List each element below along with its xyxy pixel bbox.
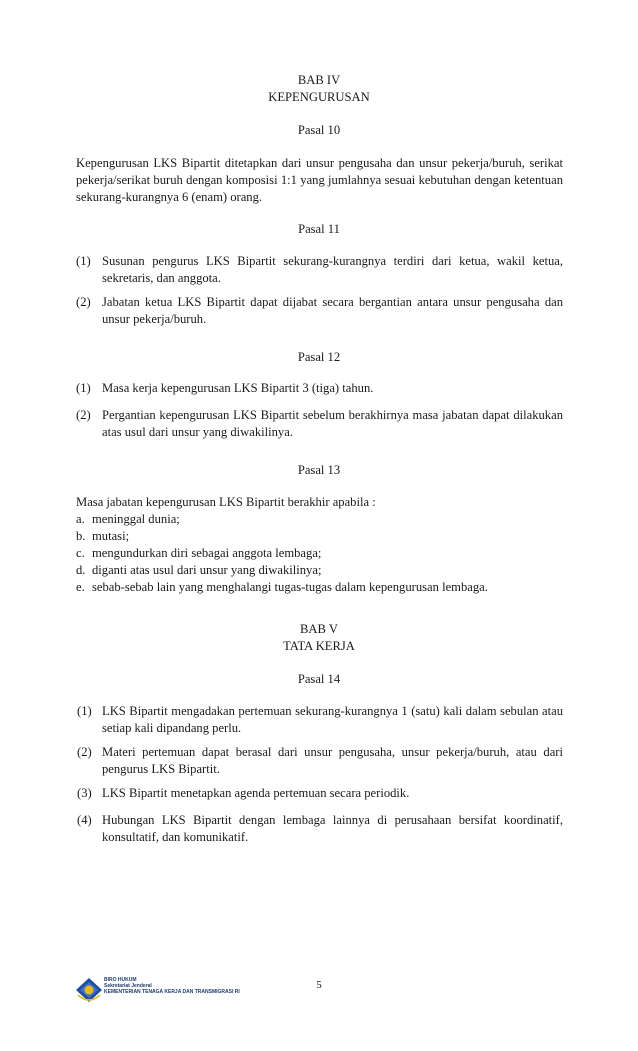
numbered-item bbox=[76, 703, 563, 737]
item-text: LKS Bipartit mengadakan pertemuan sekurang-kurangnya 1 (satu) kali dalam sebulan atau setiap kali dipandang perlu. bbox=[102, 704, 563, 735]
numbered-item bbox=[76, 380, 563, 397]
article-heading: Pasal 12 bbox=[297, 350, 341, 364]
item-letter: b. bbox=[76, 529, 86, 543]
item-letter: a. bbox=[76, 512, 85, 526]
article-intro: Masa jabatan kepengurusan LKS Bipartit berakhir apabila : bbox=[76, 495, 376, 509]
item-number: (1) bbox=[76, 381, 91, 395]
article-heading: Pasal 13 bbox=[297, 463, 341, 477]
item-letter: e. bbox=[76, 580, 85, 594]
item-text: mengundurkan diri sebagai anggota lembaga; bbox=[92, 546, 322, 560]
item-letter: d. bbox=[76, 563, 86, 577]
lettered-item bbox=[76, 511, 563, 528]
numbered-item bbox=[76, 785, 563, 802]
article-heading: Pasal 10 bbox=[297, 123, 341, 137]
item-number: (1) bbox=[77, 704, 92, 718]
item-text: Susunan pengurus LKS Bipartit sekurang-kurangnya terdiri dari ketua, wakil ketua, sekretaris, dan anggota. bbox=[102, 254, 563, 285]
item-text: Hubungan LKS Bipartit dengan lembaga lainnya di perusahaan bersifat koordinatif, konsultatif, dan komunikatif. bbox=[102, 813, 563, 844]
numbered-item bbox=[76, 744, 563, 778]
numbered-item bbox=[76, 407, 563, 441]
lettered-item bbox=[76, 528, 563, 545]
article-heading: Pasal 11 bbox=[298, 222, 340, 236]
item-text: Pergantian kepengurusan LKS Bipartit sebelum berakhirnya masa jabatan dapat dilakukan atas usul dari unsur yang diwakilinya. bbox=[102, 408, 563, 439]
chapter-title: BAB V bbox=[300, 622, 338, 636]
item-text: Masa kerja kepengurusan LKS Bipartit 3 (tiga) tahun. bbox=[102, 381, 374, 395]
numbered-item bbox=[76, 294, 563, 328]
lettered-item bbox=[76, 545, 563, 562]
lettered-item bbox=[76, 562, 563, 579]
item-number: (2) bbox=[77, 745, 92, 759]
item-number: (3) bbox=[77, 786, 92, 800]
article-heading: Pasal 14 bbox=[297, 672, 341, 686]
footer-line: BIRO HUKUM bbox=[104, 977, 137, 983]
item-text: Jabatan ketua LKS Bipartit dapat dijabat secara bergantian antara unsur pengusaha dan unsur pekerja/buruh. bbox=[102, 295, 563, 326]
item-number: (4) bbox=[77, 813, 92, 827]
item-text: meninggal dunia; bbox=[92, 512, 180, 526]
item-letter: c. bbox=[76, 546, 85, 560]
item-text: sebab-sebab lain yang menghalangi tugas-tugas dalam kepengurusan lembaga. bbox=[92, 580, 488, 594]
item-number: (1) bbox=[76, 254, 91, 268]
item-text: LKS Bipartit menetapkan agenda pertemuan secara periodik. bbox=[102, 786, 410, 800]
numbered-item bbox=[76, 253, 563, 287]
chapter-subtitle: KEPENGURUSAN bbox=[268, 90, 370, 104]
article-paragraph: Kepengurusan LKS Bipartit ditetapkan dari unsur pengusaha dan unsur pekerja/buruh, serikat pekerja/serikat buruh dengan komposisi 1:1 yang jumlahnya sesuai kebutuhan dengan ketentuan sekurang-kurangnya 6 (enam) orang. bbox=[76, 156, 563, 204]
item-text: diganti atas usul dari unsur yang diwakilinya; bbox=[92, 563, 322, 577]
item-number: (2) bbox=[76, 408, 91, 422]
page-number: 5 bbox=[316, 979, 322, 991]
chapter-title: BAB IV bbox=[297, 73, 341, 87]
numbered-item bbox=[76, 812, 563, 846]
item-text: Materi pertemuan dapat berasal dari unsur pengusaha, unsur pekerja/buruh, atau dari pengurus LKS Bipartit. bbox=[102, 745, 563, 776]
footer-line: KEMENTERIAN TENAGA KERJA DAN TRANSMIGRASI RI bbox=[104, 989, 240, 996]
item-number: (2) bbox=[76, 295, 91, 309]
chapter-subtitle: TATA KERJA bbox=[283, 639, 355, 653]
lettered-item bbox=[76, 579, 563, 596]
footer-line: Sekretariat Jenderal bbox=[104, 983, 152, 990]
item-text: mutasi; bbox=[92, 529, 130, 543]
